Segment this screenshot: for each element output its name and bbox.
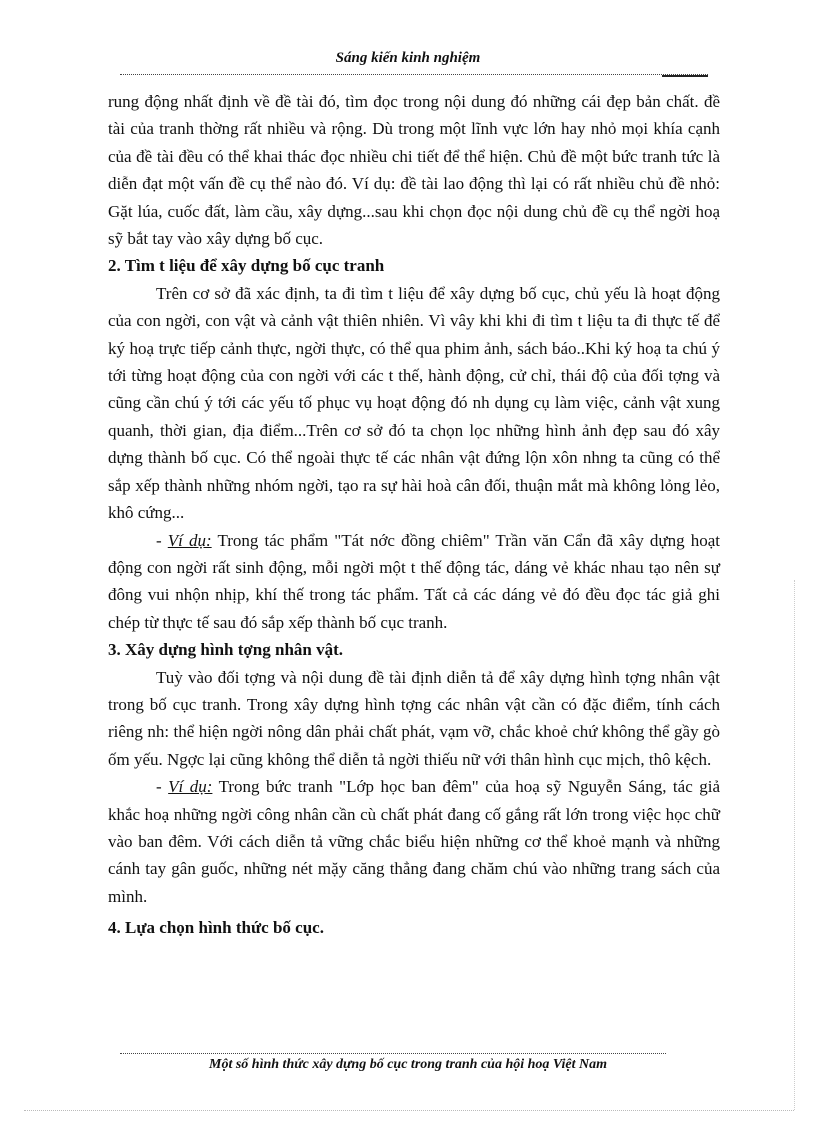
example-label: Ví dụ: (167, 530, 212, 550)
section-3-paragraph: Tuỳ vào đối tợng và nội dung đề tài định diễn tả để xây dựng hình tợng nhân vật trong bố cục tranh. Trong xây dựng hình tợng các nhân vật cần có đặc điểm, tính cách riêng nh: thể hiện ngời nông dân phải chất phát, vạm vỡ, chắc khoẻ chứ không thể gầy gò ốm yếu. Ngợc lại cũng không thể diễn tả ngời thiếu nữ với thân hình cục mịch, thô kệch. (108, 667, 720, 769)
section-3-example-text: Trong bức tranh "Lớp học ban đêm" của hoạ sỹ Nguyễn Sáng, tác giả khắc hoạ những ngời công nhân cần cù chất phát đang cố gắng rất lớn trong việc học chữ vào ban đêm. Với cách diễn tả vững chắc biểu hiện những cơ thể khoẻ mạnh và những cánh tay gân guốc, những nét mặy căng thẳng đang chăm chú vào những trang sách của mình. (108, 777, 720, 906)
footer-divider (120, 1053, 666, 1054)
section-2-paragraph: Trên cơ sở đã xác định, ta đi tìm t liệu để xây dựng bố cục, chủ yếu là hoạt động của con ngời, con vật và cảnh vật thiên nhiên. Vì vây khi khi đi tìm t liệu ta đi thực tế để ký hoạ trực tiếp cảnh thực, ngời thực, có thể qua phim ảnh, sách báo..Khi ký hoạ ta chú ý tới từng hoạt động của con ngời với các t thế, hành động, cử chỉ, thái độ của đối tợng và cũng cần chú ý tới các yếu tố phục vụ hoạt động đó nh dụng cụ làm việc, cảnh vật xung quanh, thời gian, địa điểm...Trên cơ sở đó ta chọn lọc những hình ảnh đẹp sau đó xây dựng thành bố cục. Có thể ngoài thực tế các nhân vật đứng lộn xôn nhng ta cũng có thể sắp xếp thành những nhóm ngời, tạo ra sự hài hoà cân đối, thuận mắt mà không lỏng lẻo, khô cứng... (108, 283, 720, 523)
example-dash: - (156, 777, 169, 797)
section-3-example (108, 773, 720, 910)
document-body (108, 88, 720, 942)
section-2-example-text: Trong tác phẩm "Tát nớc đồng chiêm" Trần văn Cẩn đã xây dựng hoạt động con ngời rất sinh động, mỗi ngời một t thế động tác, dáng vẻ khác nhau tạo nên sự đông vui nhộn nhịp, khí thế trong tác phẩm. Tất cả các dáng vẻ đó đều đọc tác giả ghi chép từ thực tế sau đó sắp xếp thành bố cục tranh. (108, 530, 720, 632)
page-right-edge (794, 580, 795, 1110)
header-divider (120, 74, 708, 75)
intro-paragraph: rung động nhất định về đề tài đó, tìm đọc trong nội dung đó những cái đẹp bản chất. đề tài của tranh thờng rất nhiều và rộng. Dù trong một lĩnh vực lớn hay nhỏ mọi khía cạnh của đề tài đều có thể khai thác đọc nhiều chi tiết để thể hiện. Chủ đề một bức tranh tức là diễn đạt một vấn đề cụ thể nào đó. Ví dụ: đề tài lao động thì lại có rất nhiều chủ đề nhỏ: Gặt lúa, cuốc đất, làm cầu, xây dựng...sau khi chọn đọc nội dung chủ đề cụ thể ngời hoạ sỹ bắt tay vào xây dựng bố cục. (108, 92, 720, 249)
section-2-heading: 2. Tìm t liệu để xây dựng bố cục tranh (108, 256, 385, 276)
section-3-heading: 3. Xây dựng hình tợng nhân vật. (108, 640, 344, 660)
section-2-example (108, 527, 720, 637)
header-divider-accent (662, 75, 708, 77)
example-label: Ví dụ: (168, 777, 213, 797)
page-header-title: Sáng kiến kinh nghiệm (335, 50, 481, 66)
example-dash: - (156, 530, 168, 550)
page-bottom-edge (24, 1110, 794, 1111)
page-footer-title: Một số hình thức xây dựng bố cục trong tranh của hội hoạ Việt Nam (209, 1057, 607, 1072)
section-4-heading: 4. Lựa chọn hình thức bố cục. (108, 918, 324, 938)
